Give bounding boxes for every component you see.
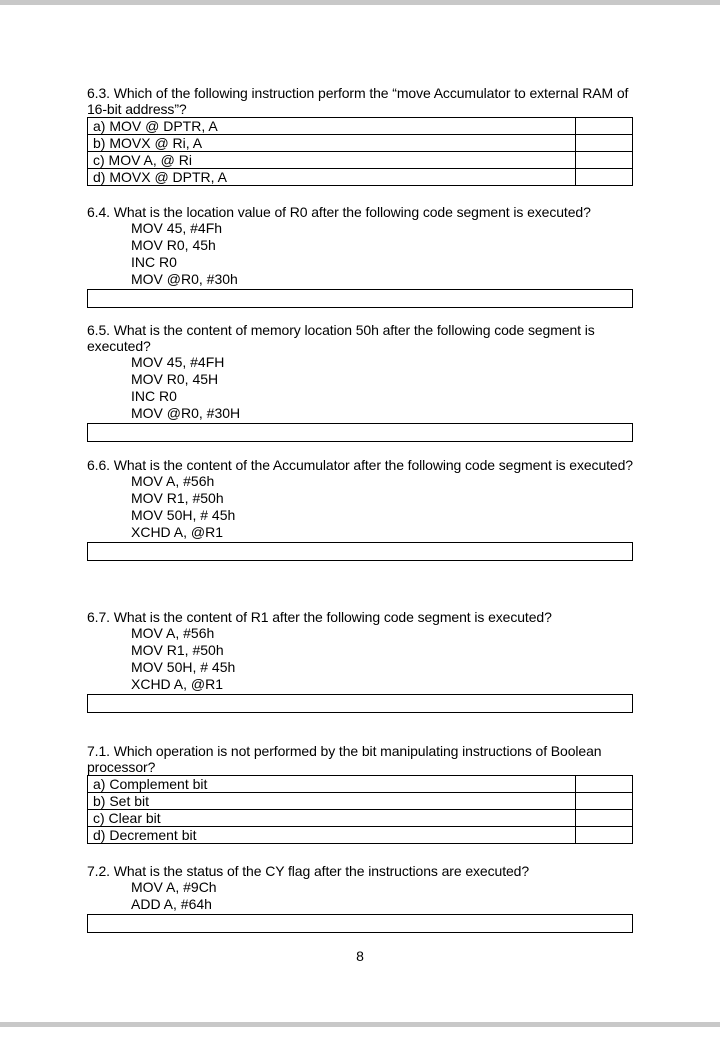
option-row — [88, 152, 633, 169]
code-block — [87, 473, 633, 541]
answer-box[interactable] — [87, 694, 633, 713]
answer-box[interactable] — [87, 914, 633, 933]
option-label: b) Set bit — [88, 793, 576, 810]
option-row — [88, 827, 633, 844]
code-line: MOV A, #9Ch — [131, 879, 217, 895]
code-line: MOV R1, #50h — [131, 642, 224, 658]
question-7-1 — [87, 743, 633, 844]
page-number: 8 — [356, 948, 364, 964]
answer-cell[interactable] — [576, 152, 633, 169]
options-table — [87, 775, 633, 844]
answer-cell[interactable] — [576, 169, 633, 186]
question-6-4 — [87, 204, 633, 308]
question-6-5 — [87, 322, 633, 442]
code-line: ADD A, #64h — [131, 896, 212, 912]
option-label: d) Decrement bit — [88, 827, 576, 844]
code-line: MOV A, #56h — [131, 625, 215, 641]
option-label: c) Clear bit — [88, 810, 576, 827]
code-block — [87, 354, 633, 422]
code-block — [87, 879, 633, 913]
answer-box[interactable] — [87, 289, 633, 308]
code-line: MOV R1, #50h — [131, 490, 224, 506]
code-line: MOV 50H, # 45h — [131, 659, 236, 675]
option-row — [88, 118, 633, 135]
answer-cell[interactable] — [576, 827, 633, 844]
question-6-7 — [87, 609, 633, 713]
code-line: XCHD A, @R1 — [131, 524, 224, 540]
option-row — [88, 793, 633, 810]
code-line: MOV 50H, # 45h — [131, 507, 236, 523]
question-text: 6.3. Which of the following instruction perform the “move Accumulator to external RAM of 16-bit address”? — [87, 85, 629, 117]
code-line: MOV A, #56h — [131, 473, 215, 489]
question-text: 6.5. What is the content of memory location 50h after the following code segment is executed? — [87, 322, 595, 354]
answer-cell[interactable] — [576, 793, 633, 810]
answer-cell[interactable] — [576, 776, 633, 793]
code-line: MOV @R0, #30h — [131, 271, 238, 287]
question-6-3 — [87, 85, 633, 186]
answer-cell[interactable] — [576, 810, 633, 827]
option-label: a) MOV @ DPTR, A — [88, 118, 576, 135]
option-row — [88, 169, 633, 186]
question-text: 7.1. Which operation is not performed by the bit manipulating instructions of Boolean processor? — [87, 743, 602, 775]
question-text: 7.2. What is the status of the CY flag after the instructions are executed? — [87, 863, 530, 879]
option-row — [88, 776, 633, 793]
option-label: c) MOV A, @ Ri — [88, 152, 576, 169]
code-line: MOV 45, #4FH — [131, 354, 225, 370]
bottom-edge — [0, 1022, 720, 1027]
code-line: MOV 45, #4Fh — [131, 220, 223, 236]
code-block — [87, 220, 633, 288]
answer-cell[interactable] — [576, 118, 633, 135]
top-edge — [0, 0, 720, 5]
option-label: b) MOVX @ Ri, A — [88, 135, 576, 152]
question-text: 6.6. What is the content of the Accumulator after the following code segment is executed? — [87, 457, 633, 473]
option-row — [88, 810, 633, 827]
question-text: 6.7. What is the content of R1 after the following code segment is executed? — [87, 609, 552, 625]
code-line: MOV R0, 45h — [131, 237, 216, 253]
code-line: INC R0 — [131, 388, 177, 404]
code-line: MOV @R0, #30H — [131, 405, 241, 421]
answer-box[interactable] — [87, 542, 633, 561]
code-line: MOV R0, 45H — [131, 371, 219, 387]
code-block — [87, 625, 633, 693]
option-row — [88, 135, 633, 152]
option-label: d) MOVX @ DPTR, A — [88, 169, 576, 186]
options-table — [87, 117, 633, 186]
question-6-6 — [87, 457, 633, 561]
code-line: INC R0 — [131, 254, 177, 270]
answer-box[interactable] — [87, 423, 633, 442]
question-7-2 — [87, 863, 633, 933]
answer-cell[interactable] — [576, 135, 633, 152]
question-text: 6.4. What is the location value of R0 after the following code segment is executed? — [87, 204, 591, 220]
option-label: a) Complement bit — [88, 776, 576, 793]
code-line: XCHD A, @R1 — [131, 676, 224, 692]
